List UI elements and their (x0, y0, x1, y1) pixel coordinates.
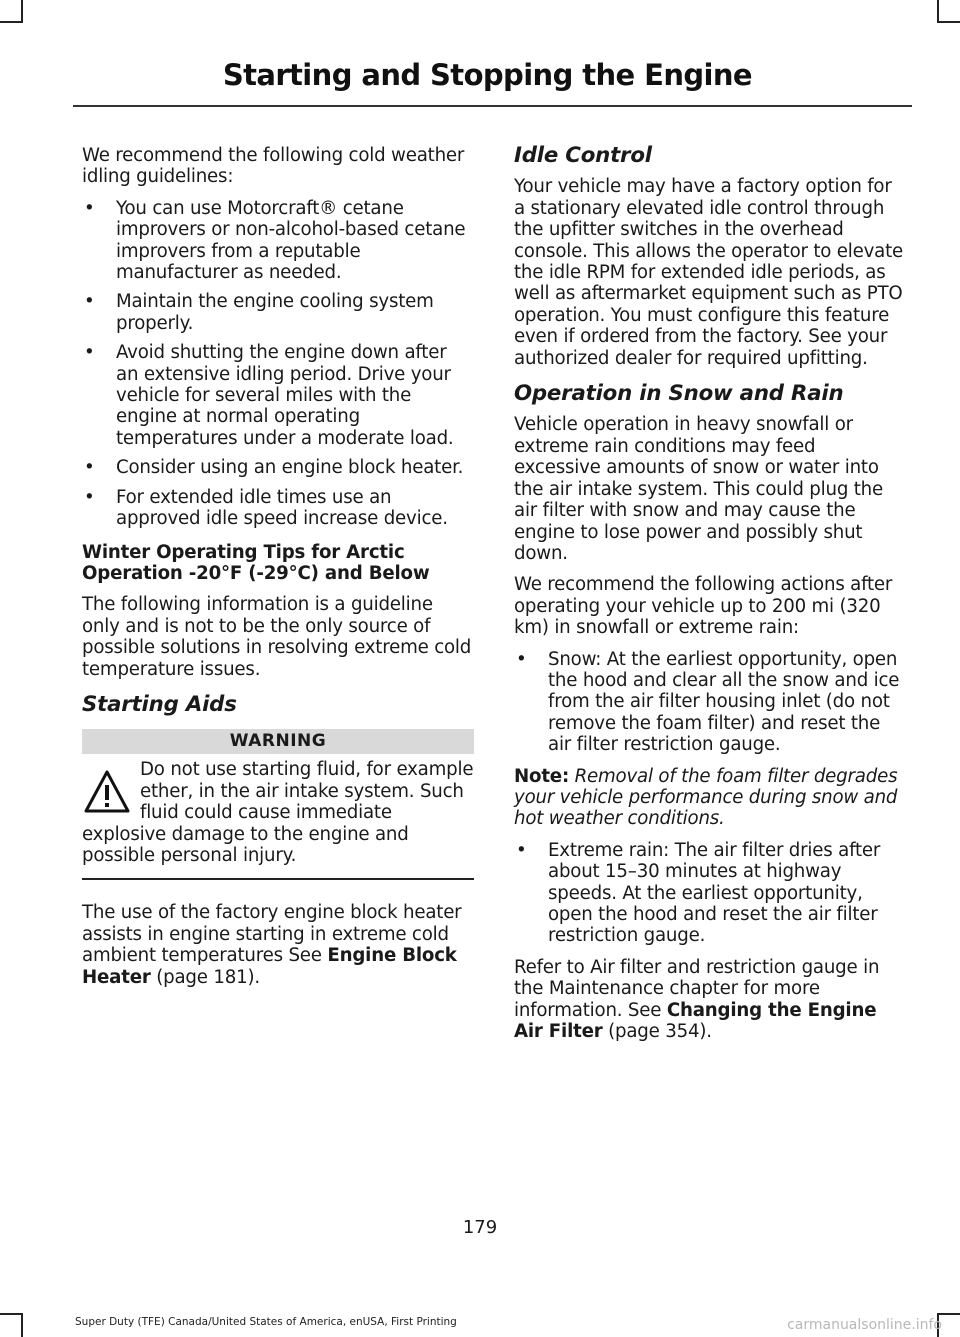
header-rule (73, 105, 912, 107)
crop-mark (21, 1313, 23, 1337)
bullet-icon: • (516, 839, 527, 861)
warning-text: Do not use starting fluid, for example ether, in the air intake system. Such fluid could cause immediate explosive damage to the engine and possible personal injury. (82, 759, 474, 866)
crop-mark (0, 1313, 21, 1315)
snow-rain-heading: Operation in Snow and Rain (514, 381, 844, 407)
refer-sentence: Refer to Air filter and restriction gauge in the Maintenance chapter for more information. See (514, 956, 880, 1021)
actions-list-2 (514, 840, 906, 947)
recommend-text: We recommend the following actions after operating your vehicle up to 200 mi (320 km) in snowfall or extreme rain: (514, 574, 893, 639)
crop-mark (0, 21, 21, 23)
list-item-text: Maintain the engine cooling system properly. (116, 291, 434, 334)
bullet-icon: • (84, 342, 95, 364)
page-title: Starting and Stopping the Engine (222, 58, 752, 92)
list-item (82, 198, 474, 284)
list-item (82, 342, 474, 449)
crop-mark (21, 0, 23, 23)
engine-block-heater-link[interactable]: Engine Block Heater (82, 945, 457, 988)
winter-text: The following information is a guideline only and is not to be the only source of possible solutions in resolving extreme cold temperature issues. (82, 594, 472, 680)
watermark: carmanualsonline.info (787, 1317, 942, 1333)
list-item-text: You can use Motorcraft® cetane improvers or non-alcohol-based cetane improvers from a reputable manufacturer as needed. (116, 197, 466, 284)
actions-list (514, 649, 906, 756)
list-item (514, 649, 906, 756)
note (514, 766, 906, 830)
warning-triangle-icon (82, 767, 132, 817)
list-item-text: Snow: At the earliest opportunity, open the hood and clear all the snow and ice from the air filter housing inlet (do not remove the foam filter) and reset the air filter restriction gauge. (548, 648, 900, 756)
starting-aids-heading: Starting Aids (82, 691, 237, 717)
idling-intro: We recommend the following cold weather idling guidelines: (82, 145, 465, 188)
edition-footer: Super Duty (TFE) Canada/United States of America, enUSA, First Printing (75, 1316, 457, 1328)
warning-body (82, 759, 474, 880)
list-item (514, 840, 906, 947)
page-number: 179 (462, 1217, 498, 1238)
idle-control-heading: Idle Control (514, 143, 652, 168)
list-item (82, 487, 474, 530)
list-item (82, 457, 474, 478)
right-column (514, 145, 906, 1052)
snow-rain-text: Vehicle operation in heavy snowfall or extreme rain conditions may feed excessive amounts of snow or water into the air intake system. This could plug the air filter with snow and may cause the engine to lose power and possibly shut down. (514, 414, 883, 564)
block-heater-sentence: The use of the factory engine block heater assists in engine starting in extreme cold ambient temperatures See (82, 902, 462, 967)
list-item-text: Avoid shutting the engine down after an extensive idling period. Drive your vehicle for several miles with the engine at normal operating temperatures under a moderate load. (116, 342, 454, 449)
block-heater-text (82, 902, 474, 988)
idle-control-text: Your vehicle may have a factory option for a stationary elevated idle control through the upfitter switches in the overhead console. This allows the operator to elevate the idle RPM for extended idle periods, as well as aftermarket equipment such as PTO operation. You must configure this feature even if ordered from the factory. See your authorized dealer for required upfitting. (514, 176, 904, 369)
crop-mark (937, 0, 939, 23)
bullet-icon: • (84, 291, 95, 313)
changing-air-filter-link[interactable]: Changing the Engine Air Filter (514, 999, 877, 1043)
crop-mark (937, 21, 960, 23)
crop-mark (937, 1313, 960, 1315)
bullet-icon: • (84, 197, 95, 219)
page-ref: (page 354). (602, 1021, 712, 1043)
refer-text (514, 957, 906, 1043)
winter-heading: Winter Operating Tips for Arctic Operation -20°F (-29°C) and Below (82, 541, 430, 584)
note-label: Note: (514, 765, 570, 787)
warning-title: WARNING (82, 729, 474, 754)
list-item (82, 291, 474, 334)
idling-guidelines-list (82, 198, 474, 530)
left-column (82, 145, 474, 998)
bullet-icon: • (516, 648, 527, 670)
list-item-text: For extended idle times use an approved idle speed increase device. (116, 486, 448, 530)
note-text: Removal of the foam filter degrades your vehicle performance during snow and hot weather conditions. (514, 765, 898, 830)
bullet-icon: • (84, 457, 95, 479)
list-item-text: Extreme rain: The air filter dries after about 15–30 minutes at highway speeds. At the earliest opportunity, open the hood and reset the air filter restriction gauge. (548, 839, 881, 947)
bullet-icon: • (84, 486, 95, 508)
list-item-text: Consider using an engine block heater. (116, 457, 464, 479)
warning-box (82, 729, 474, 880)
page-ref: (page 181). (150, 966, 260, 988)
